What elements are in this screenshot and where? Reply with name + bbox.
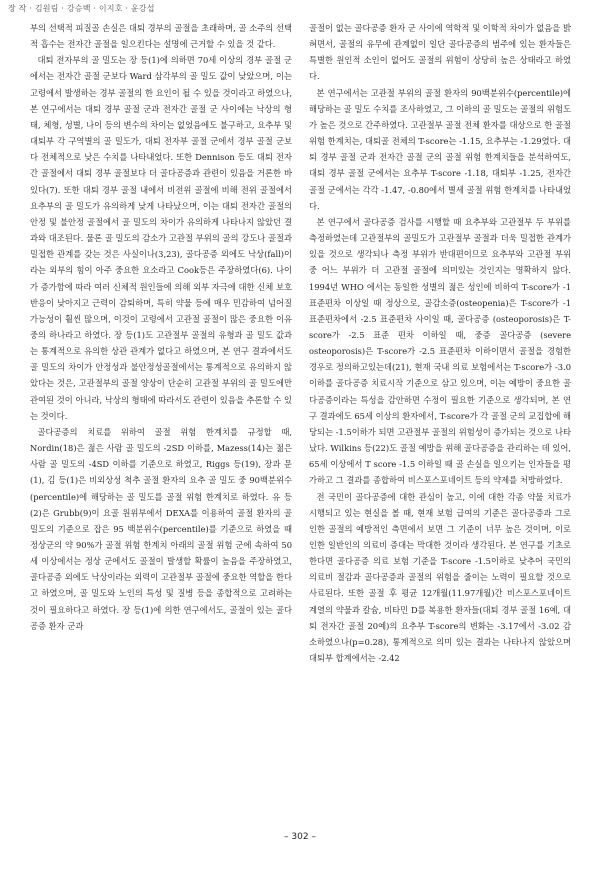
running-head: 장 작 · 김원림 · 강승백 · 이지호 · 윤강섭 xyxy=(8,4,155,13)
paragraph: 본 연구에서 골다공증 검사를 시행할 때 요추부와 고관절부 두 부위를 측정하였는데 고관절부의 골밀도가 고관절부 골절과 더욱 밀접한 관계가 있을 것으로 생각되나 측정 부위가 반대편이므로 요추부와 고관절 부위 중 어느 부위가 더 고관절 골절에 의미있는 것인지는 명확하지 않다. 1994년 WHO 에서는 동일한 성별의 젊은 성인에 비하여 T-score가 -1 표준편차 이상일 때 정상으로, 골감소증(osteopenia)은 T-score가 -1 표준편차에서 -2.5 표준편차 사이일 때, 골다공증 (osteoporosis)은 T-score가 -2.5 표준 편차 이하일 때, 중증 골다공증 (severe osteoporosis)은 T-score가 -2.5 표준편차 이하이면서 골절을 경험한 경우로 정의하고있는데(21), 현재 국내 의료 보험에서는 T-score가 -3.0 이하를 골다공증 치료시작 기준으로 삼고 있으며, 이는 예방이 중요한 골다공증이라는 특성을 감안하면 수정이 필요한 기준으로 생각되며, 본 연구 결과에도 65세 이상의 환자에서, T-score가 각 골절 군의 교집합에 해당되는 -1.5이하가 되면 고관절부 골절의 위험성이 증가되는 것으로 나타났다. Wilkins 등(22)도 골절 예방을 위해 골다공증을 관리하는 데 있어, 65세 이상에서 T score -1.5 이하일 때 골 손실을 일으키는 인자들을 평가하고 그 결과를 종합하여 비스포스포네이트 등의 약제를 처방하였다. xyxy=(309,216,571,486)
paragraph: 본 연구에서는 고관절 부위의 골절 환자의 90백분위수(percentile)에 해당하는 골 밀도 수치를 조사하였고, 그 이하의 골 밀도는 골절의 위험도가 높은 것으로 간주하였다. 고관절부 골절 전체 환자를 대상으로 한 골절 위험 한계치는, 대퇴골 전체의 T-score는 -1.15, 요추부는 -1.29였다. 대퇴 경부 골절 군과 전자간 골절 군의 골절 위험 한계치들을 분석하여도, 대퇴 경부 골절 군에서는 요추부 T-score -1.18, 대퇴부 -1.25, 전자간 골절 군에서는 각각 -1.47, -0.80에서 별세 골절 위험 한계치를 나타내었다. xyxy=(309,87,571,211)
paragraph: 전 국민이 골다공증에 대한 관심이 높고, 이에 대한 각종 약물 치료가 시행되고 있는 현실을 볼 때, 현재 보험 급여의 기준은 골다공증과 그로 인한 골절의 예방적인 측면에서 보면 그 기준이 너무 높은 것이며, 이로 인한 일반인의 의료비 증대는 막대한 것이라 생각된다. 본 연구를 기초로 한다면 골다공증 의료 보험 기준을 T-score -1.5이하로 낮추어 국민의 의료비 절감과 골다공증과 골절의 위험을 줄이는 노력이 필요할 것으로 사료된다. 또한 골절 후 평균 12개월(11.97개월)간 비스포스포네이트 계열의 약물과 칼슘, 비타민 D를 복용한 환자들(대퇴 경부 골절 16예, 대퇴 전자간 골절 20예)의 요추부 T-score의 변화는 -3.17에서 -3.02 감소하였으나(p=0.28), 통계적으로 의미 있는 결과는 나타나지 않았으며 대퇴부 합계에서는 -2.42 xyxy=(309,491,571,664)
paragraph: 부의 선택적 피질골 손실은 대퇴 경부의 골절을 초래하며, 골 소주의 선택적 흡수는 전자간 골절을 일으킨다는 설명에 근거할 수 있을 것 같다. xyxy=(30,23,292,50)
right-column xyxy=(309,20,571,666)
paragraph: 골다공증의 치료를 위하여 골절 위험 한계치를 규정할 때, Nordin(18)은 젊은 사람 골 밀도의 -2SD 이하를, Mazess(14)는 젊은 사람 골 밀도의 -4SD 이하를 기준으로 하였고, Riggs 등(19), 장과 문(1), 김 등(1)은 비외상성 척추 골절 환자의 요추 골 밀도 중 90백분위수(percentile)에 해당하는 골 밀도를 골절 위험 한계치로 하였다. 유 등(2)은 Grubb(9)이 요골 원위부에서 DEXA를 이용하여 골절 환자의 골 밀도의 기준으로 잡은 95 백분위수(percentile)를 기준으로 하였을 때 정상군의 약 90%가 골절 위험 한계치 아래의 골절 위험 군에 속하여 50세 이상에서는 정상 군에서도 골절이 발생할 확률이 높음을 주장하였고, 골다공증 외에도 낙상이라는 외력이 고관절부 골절에 중요한 역할을 한다고 하였으며, 골 밀도와 노인의 특성 및 질병 등을 종합적으로 고려하는 것이 필요하다고 하였다. 장 등(1)에 의한 연구에서도, 골절이 있는 골다공증 환자 군과 xyxy=(30,426,292,631)
left-column xyxy=(30,20,292,634)
page-number: – 302 – xyxy=(284,832,316,842)
paragraph: 골절이 없는 골다공증 환자 군 사이에 역학적 및 이학적 차이가 없음을 밝혀면서, 골절의 유무에 관계없이 일단 골다공증의 범주에 있는 환자들은 특별한 원인적 소인이 없어도 골절의 위험이 상당히 높은 상태라고 하였다. xyxy=(309,23,571,82)
paragraph: 대퇴 전자부의 골 밀도는 장 등(1)에 의하면 70세 이상의 경부 골절 군에서는 전자간 골절 군보다 Ward 삼각부의 골 밀도 값이 낮았으며, 이는 고령에서 발생하는 경부 골절의 한 요인이 될 수 있을 것이라고 하였으나, 본 연구에서는 대퇴 경부 골절 군과 전자간 골절 군 사이에는 낙상의 형태, 체형, 성별, 나이 등의 변수의 차이는 없었음에도 불구하고, 요추부 및 대퇴부 각 구역별의 골 밀도가, 대퇴 전자부 골절 군에서 경부 골절 군보다 전체적으로 낮은 수치를 나타내었다. 또한 Dennison 등도 대퇴 전자간 골절에서 대퇴 경부 골절보다 더 골다공증과 관련이 있음을 거론한 바 있다(7). 또한 대퇴 경부 골절 내에서 비전위 골절에 비해 전위 골절에서 요추부의 골 밀도가 유의하게 낮게 나타났으며, 이는 대퇴 전자간 골절의 안정 및 불안정 골절에서 골 밀도의 차이가 유의하게 나타나지 않았던 결과와 대조된다. 물론 골 밀도의 감소가 고관절 부위의 골의 강도나 골절과 밀접한 관계를 갖는 것은 사실이나(3,23), 골다공증 외에도 낙상(fall)이라는 외부의 힘이 아주 중요한 요소라고 Cook등은 주장하였다(6). 나이가 증가함에 따라 여러 신체적 원인들에 의해 외부 자극에 대한 신체 보호 반응이 낮아지고 근력이 감퇴하며, 특히 약물 등에 매우 민감하여 넘어질 가능성이 훨씬 많으며, 이것이 고령에서 고관절 골절이 많은 중요한 이유 중의 하나라고 하였다. 장 등(1)도 고관절부 골절의 유형과 골 밀도 값과는 통계적으로 유의한 상관 관계가 없다고 하였으며, 본 연구 결과에서도 골 밀도의 차이가 안정성과 불안정성골절에서는 통계적으로 유의하지 않았다는 것은, 고관절부의 골절 양상이 단순히 고관절 부위의 골 밀도에만 관여된 것이 아니라, 낙상의 형태에 따라서도 관련이 있음을 추론할 수 있는 것이다. xyxy=(30,55,292,421)
